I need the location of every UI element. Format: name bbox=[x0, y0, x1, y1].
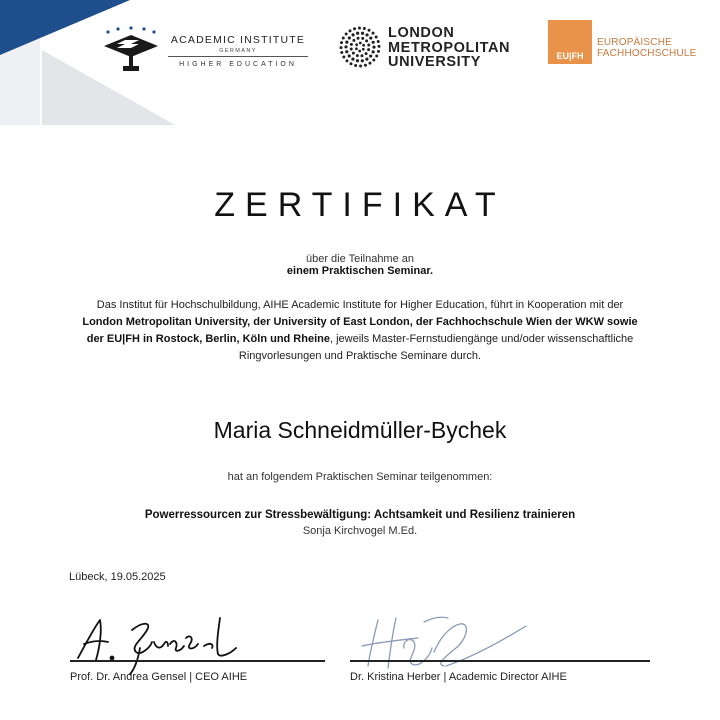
aihe-logo bbox=[100, 26, 310, 76]
certificate-title: ZERTIFIKAT bbox=[214, 186, 506, 224]
eufh-logo bbox=[548, 20, 718, 70]
aihe-emblem-icon bbox=[100, 26, 162, 76]
place-date: Lübeck, 19.05.2025 bbox=[69, 571, 166, 583]
aihe-subtitle: HIGHER EDUCATION bbox=[179, 61, 297, 68]
lmu-dot-globe-icon bbox=[338, 25, 382, 69]
paragraph-partners: London Metropolitan University, der University of East London, der Fachhochschule Wien der WKW sowie der EU|FH in Rostock, Berlin, Köln und Rheine bbox=[82, 316, 638, 345]
eufh-line2: FACHHOCHSCHULE bbox=[597, 48, 697, 59]
paragraph-part1: Das Institut für Hochschulbildung, AIHE Academic Institute for Higher Education, führt in Kooperation mit der bbox=[96, 299, 624, 311]
lmu-line2: METROPOLITAN bbox=[388, 39, 511, 56]
aihe-divider bbox=[168, 56, 308, 57]
aihe-name: ACADEMIC INSTITUTE bbox=[170, 34, 306, 46]
institution-paragraph bbox=[80, 297, 640, 365]
signature-caption-right: Dr. Kristina Herber | Academic Director AIHE bbox=[350, 671, 567, 683]
eufh-mark: EU|FH bbox=[556, 51, 584, 61]
lmu-line1: LONDON bbox=[388, 25, 455, 41]
participation-text: hat an folgendem Praktischen Seminar teilgenommen: bbox=[227, 471, 493, 483]
lmu-logo bbox=[338, 23, 538, 75]
logo-bar bbox=[0, 18, 720, 78]
signature-left bbox=[70, 608, 270, 678]
eufh-square bbox=[548, 20, 592, 64]
signature-line-right bbox=[350, 660, 650, 662]
course-title: Powerressourcen zur Stressbewältigung: Achtsamkeit und Resilienz trainieren bbox=[144, 509, 576, 521]
aihe-country: GERMANY bbox=[219, 48, 257, 54]
eufh-line1: EUROPÄISCHE bbox=[597, 37, 672, 48]
trainer-name: Sonja Kirchvogel M.Ed. bbox=[302, 525, 418, 537]
signature-right bbox=[340, 608, 540, 678]
subtitle-line2: einem Praktischen Seminar. bbox=[286, 265, 434, 277]
paragraph-part2: , jeweils Master-Fernstudiengänge und/oder wissenschaftliche Ringvorlesungen und Praktische Seminare durch. bbox=[238, 333, 634, 362]
participant-name: Maria Schneidmüller-Bychek bbox=[213, 417, 507, 443]
signature-caption-left: Prof. Dr. Andrea Gensel | CEO AIHE bbox=[70, 671, 248, 683]
signature-line-left bbox=[70, 660, 325, 662]
lmu-line3: UNIVERSITY bbox=[388, 54, 482, 70]
subtitle-line1: über die Teilnahme an bbox=[305, 253, 415, 265]
